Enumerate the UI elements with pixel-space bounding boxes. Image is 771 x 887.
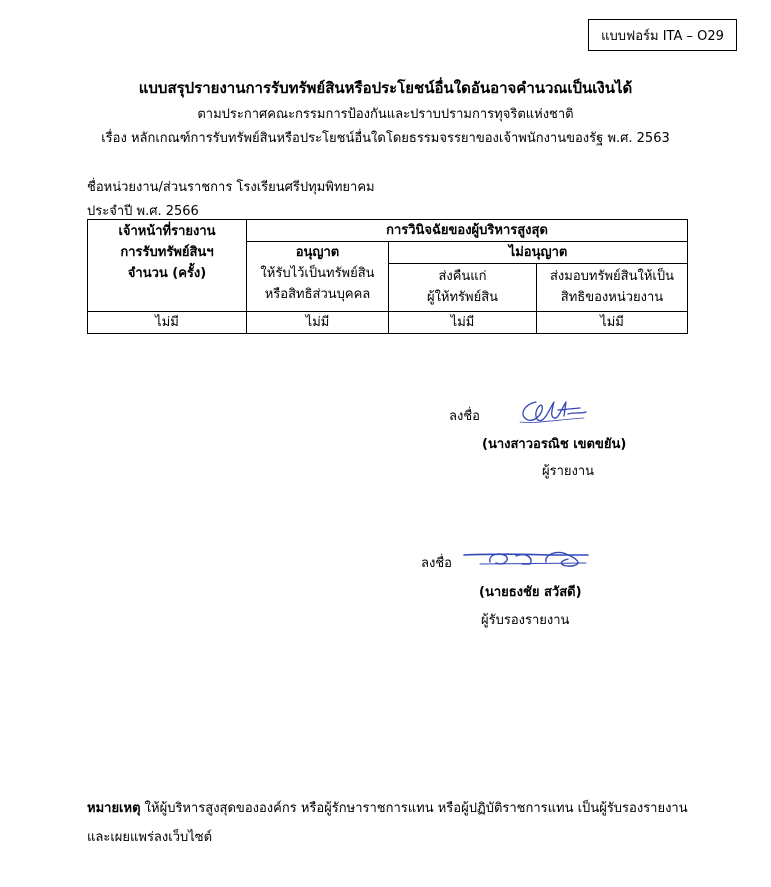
document-subtitle-1: ตามประกาศคณะกรรมการป้องกันและปราบปรามการทุจริตแห่งชาติ [197,107,574,122]
reporter-header-line-1: เจ้าหน้าที่รายงาน [118,224,216,239]
deny-return-line-2: ผู้ให้ทรัพย์สิน [426,290,499,305]
signature-2-image [460,546,594,570]
agency-line: ชื่อหน่วยงาน/ส่วนราชการ โรงเรียนศรีปทุมพิทยาคม [87,180,375,195]
reporter-header-line-2: การรับทรัพย์สินฯ [120,245,214,260]
signature-1-role: ผู้รายงาน [542,464,595,479]
signature-1-label: ลงชื่อ [449,409,480,424]
signature-2-label: ลงชื่อ [421,556,452,571]
form-code: แบบฟอร์ม ITA – O29 [601,28,724,44]
document-subtitle-2: เรื่อง หลักเกณฑ์การรับทรัพย์สินหรือประโยชน์อื่นใดโดยธรรมจรรยาของเจ้าพนักงานของรัฐ พ.ศ. 2563 [101,131,670,146]
footnote-label: หมายเหตุ [87,801,141,816]
reporter-count-header [88,220,247,312]
signature-2-role: ผู้รับรองรายงาน [481,613,570,628]
signature-1-image [514,394,594,426]
deny-transfer-line-2: สิทธิของหน่วยงาน [560,290,664,305]
footnote-text: ให้ผู้บริหารสูงสุดขององค์กร หรือผู้รักษาราชการแทน หรือผู้ปฏิบัติราชการแทน เป็นผู้รับรองรายงานและเผยแพร่ลงเว็บไซต์ [87,801,688,845]
row-deny-return: ไม่มี [389,312,537,334]
table-row [88,312,688,334]
report-table [87,219,688,334]
approve-header-cell [247,242,389,312]
approve-detail-line-2: หรือสิทธิส่วนบุคคล [264,287,371,302]
document-title: แบบสรุปรายงานการรับทรัพย์สินหรือประโยชน์อื่นใดอันอาจคำนวณเป็นเงินได้ [138,79,633,97]
signature-1-name: (นางสาวอรณิช เขตขยัน) [482,437,627,452]
signature-2-name: (นายธงชัย สวัสดี) [479,585,582,600]
deny-return-cell [389,264,537,312]
deny-transfer-cell [537,264,688,312]
deny-return-line-1: ส่งคืนแก่ [438,269,487,284]
approve-header: อนุญาต [295,245,340,260]
footnote [87,794,707,852]
approve-detail-line-1: ให้รับไว้เป็นทรัพย์สิน [260,266,375,281]
deny-transfer-line-1: ส่งมอบทรัพย์สินให้เป็น [550,269,674,284]
row-approve: ไม่มี [247,312,389,334]
form-code-box [588,19,737,51]
decision-header: การวินิจฉัยของผู้บริหารสูงสุด [247,220,688,242]
deny-header: ไม่อนุญาต [389,242,688,264]
row-deny-transfer: ไม่มี [537,312,688,334]
row-reporter-count: ไม่มี [88,312,247,334]
year-line: ประจำปี พ.ศ. 2566 [87,204,199,219]
reporter-header-line-3: จำนวน (ครั้ง) [127,266,207,281]
